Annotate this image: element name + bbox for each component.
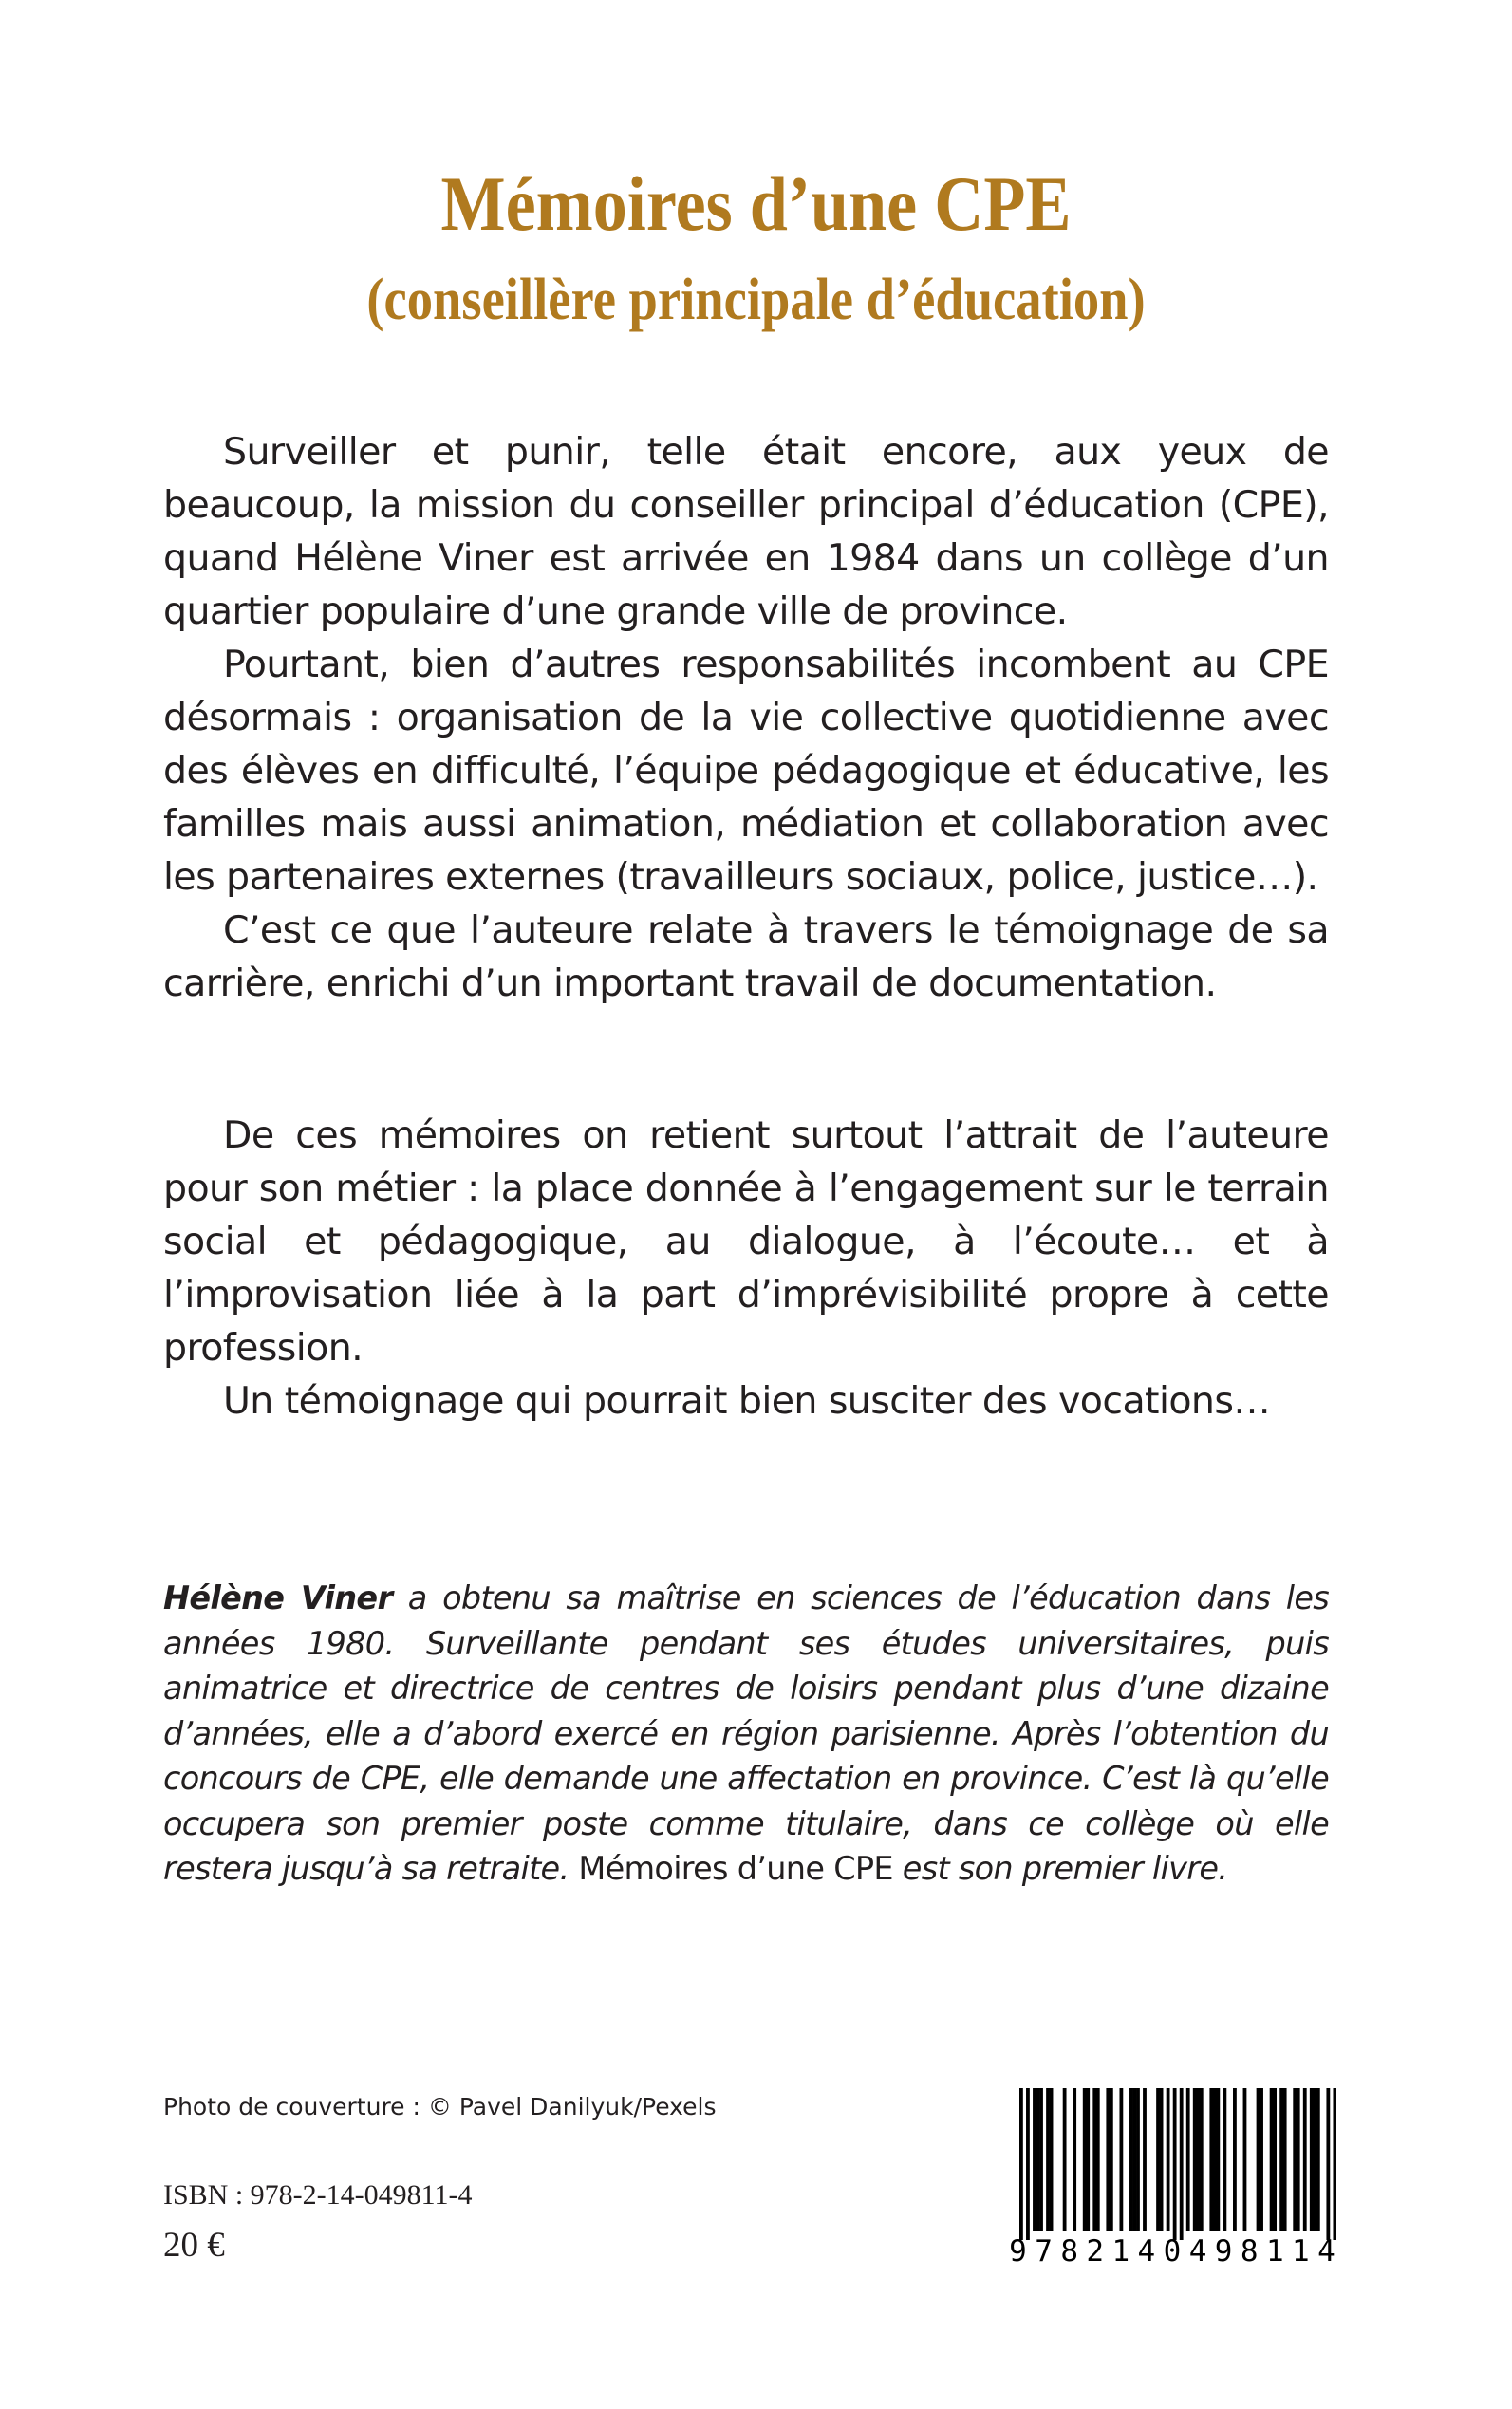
barcode-bar xyxy=(1283,2088,1287,2231)
bio-text-1: a obtenu sa maîtrise en sciences de l’éducation dans les années 1980. Surveillante pendant ses études universitaires, puis animatrice et directrice de centres de loisirs pendant plus d’une dizaine d’années, elle a d’abord exercé en région parisienne. Après l’obtention du concours de CPE, elle demande une affectation en province. C’est là qu’elle occupera son premier poste comme titulaire, dans ce collège où elle restera jusqu’à sa retraite. xyxy=(163,1579,1329,1887)
blurb-paragraph-2: Pourtant, bien d’autres responsabilités incombent au CPE désormais : organisation de la vie collective quotidienne avec des élèves en difficulté, l’équipe pédagogique et éducative, les familles mais aussi animation, médiation et collaboration avec les partenaires externes (travailleurs sociaux, police, justice…). xyxy=(163,643,1329,899)
barcode-bar xyxy=(1033,2088,1036,2231)
barcode-bar xyxy=(1106,2088,1110,2231)
barcode-bar xyxy=(1026,2088,1030,2240)
barcode-bar xyxy=(1110,2088,1113,2231)
barcode-bar xyxy=(1193,2088,1197,2231)
blurb-block-2 xyxy=(163,1109,1329,1374)
author-name: Hélène Viner xyxy=(163,1579,393,1616)
barcode-bar xyxy=(1156,2088,1160,2231)
blurb-paragraph-1: Surveiller et punir, telle était encore, aux yeux de beaucoup, la mission du conseiller principal d’éducation (CPE), quand Hélène Viner est arrivée en 1984 dans un collège d’un quartier populaire d’une grande ville de province. xyxy=(163,430,1329,633)
barcode-bar xyxy=(1050,2088,1054,2231)
barcode-digit: 8 xyxy=(1060,2234,1078,2269)
barcode-bar xyxy=(1213,2088,1217,2231)
barcode-digit: 1 xyxy=(1292,2234,1310,2269)
barcode-bar xyxy=(1333,2088,1336,2240)
barcode-bar xyxy=(1119,2088,1123,2231)
barcode-bar xyxy=(1293,2088,1297,2231)
barcode-digit: 1 xyxy=(1265,2234,1284,2269)
blurb-paragraph-4: De ces mémoires on retient surtout l’attrait de l’auteure pour son métier : la place donnée à l’engagement sur le terrain social et pédagogique, au dialogue, à l’écoute… et à l’improvisation liée à la part d’imprévisibilité propre à cette profession. xyxy=(163,1113,1329,1370)
barcode-bar xyxy=(1279,2088,1283,2231)
barcode-bar xyxy=(1223,2088,1226,2231)
barcode-bar xyxy=(1313,2088,1316,2231)
barcode-bar xyxy=(1200,2088,1204,2231)
price: 20 € xyxy=(163,2226,225,2265)
barcode-bar xyxy=(1160,2088,1164,2231)
barcode-digit: 0 xyxy=(1163,2234,1182,2269)
barcode-bar xyxy=(1136,2088,1140,2231)
author-bio xyxy=(163,1576,1329,1892)
barcode-bar xyxy=(1143,2088,1147,2231)
bio-text-2: est son premier livre. xyxy=(892,1850,1228,1887)
barcode-bar xyxy=(1096,2088,1100,2231)
barcode-bar xyxy=(1180,2088,1184,2240)
barcode-bar xyxy=(1216,2088,1220,2231)
barcode-digit: 4 xyxy=(1137,2234,1156,2269)
isbn: ISBN : 978-2-14-049811-4 xyxy=(163,2179,473,2211)
barcode-bar xyxy=(1196,2088,1200,2231)
barcode-bar xyxy=(1316,2088,1320,2231)
barcode-bar xyxy=(1257,2088,1260,2231)
blurb-block-1 xyxy=(163,425,1329,1010)
barcode-icon xyxy=(1019,2088,1336,2240)
barcode-bar xyxy=(1046,2088,1050,2231)
book-subtitle: (conseillère principale d’éducation) xyxy=(366,268,1146,332)
barcode-bar xyxy=(1092,2088,1096,2231)
barcode-digit: 8 xyxy=(1240,2234,1259,2269)
barcode-bar xyxy=(1233,2088,1237,2231)
barcode-digit: 2 xyxy=(1086,2234,1105,2269)
blurb-block-3 xyxy=(163,1374,1329,1428)
barcode-digit: 9 xyxy=(1009,2234,1027,2269)
barcode-bar xyxy=(1273,2088,1277,2231)
barcode-bar xyxy=(1303,2088,1307,2231)
barcode-bar xyxy=(1133,2088,1137,2231)
barcode-digits xyxy=(1006,2234,1338,2269)
barcode-bar xyxy=(1260,2088,1263,2231)
barcode-digit: 9 xyxy=(1214,2234,1233,2269)
bio-book-title: Mémoires d’une CPE xyxy=(578,1850,893,1887)
barcode xyxy=(1006,2088,1338,2278)
photo-credit: Photo de couverture : © Pavel Danilyuk/Pexels xyxy=(163,2093,717,2120)
barcode-bar xyxy=(1063,2088,1067,2231)
barcode-digit: 7 xyxy=(1035,2234,1053,2269)
barcode-bar xyxy=(1039,2088,1043,2231)
barcode-bar xyxy=(1073,2088,1076,2231)
blurb-paragraph-5: Un témoignage qui pourrait bien susciter des vocations… xyxy=(223,1379,1271,1423)
barcode-bar xyxy=(1086,2088,1090,2231)
barcode-bar xyxy=(1326,2088,1330,2240)
barcode-bar xyxy=(1186,2088,1190,2231)
barcode-bar xyxy=(1083,2088,1087,2231)
barcode-digit: 4 xyxy=(1317,2234,1335,2269)
barcode-bar xyxy=(1310,2088,1314,2231)
barcode-bar xyxy=(1129,2088,1133,2231)
book-title: Mémoires d’une CPE xyxy=(440,160,1072,247)
barcode-digit: 4 xyxy=(1188,2234,1207,2269)
barcode-bar xyxy=(1270,2088,1274,2231)
barcode-bar xyxy=(1036,2088,1040,2231)
barcode-digit: 1 xyxy=(1111,2234,1130,2269)
barcode-bar xyxy=(1297,2088,1300,2231)
barcode-bar xyxy=(1243,2088,1247,2231)
barcode-bar xyxy=(1173,2088,1177,2240)
barcode-bar xyxy=(1167,2088,1170,2231)
barcode-bar xyxy=(1209,2088,1213,2231)
blurb-paragraph-3: C’est ce que l’auteure relate à travers le témoignage de sa carrière, enrichi d’un important travail de documentation. xyxy=(163,908,1329,1005)
barcode-bar xyxy=(1019,2088,1023,2240)
